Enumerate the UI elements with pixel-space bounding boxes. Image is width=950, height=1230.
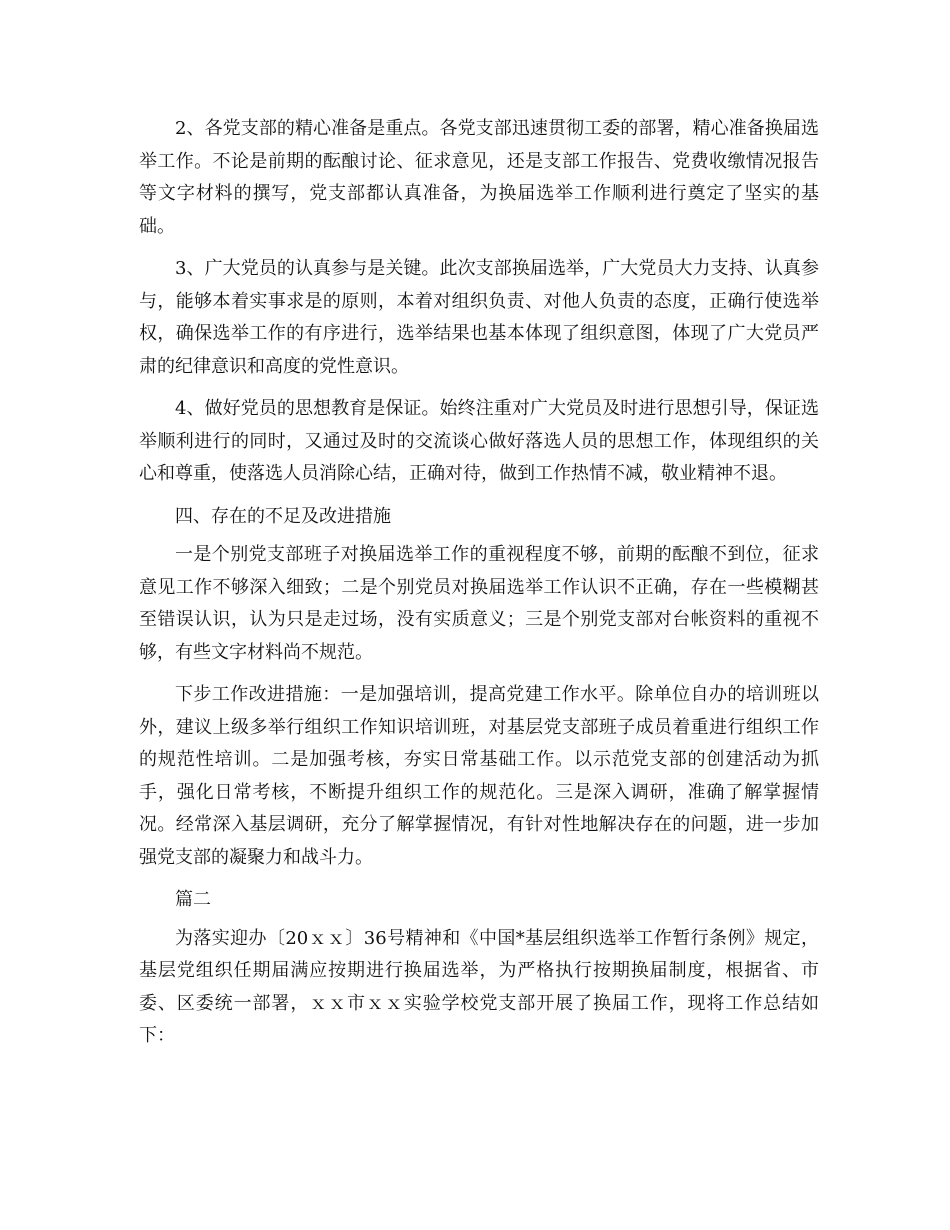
paragraph-part-two-intro: 为落实迎办〔20ｘｘ〕36号精神和《中国*基层组织选举工作暂行条例》规定，基层党组织任期届满应按期进行换届选举，为严格执行按期换届制度，根据省、市委、区委统一部署，ｘｘ市ｘｘ实验学校党支部开展了换届工作，现将工作总结如下：: [139, 927, 819, 1046]
section-heading-shortcomings: 四、存在的不足及改进措施: [175, 505, 391, 527]
paragraph-point-3: 3、广大党员的认真参与是关键。此次支部换届选举，广大党员大力支持、认真参与，能够本着实事求是的原则，本着对组织负责、对他人负责的态度，正确行使选举权，确保选举工作的有序进行，选举结果也基本体现了组织意图，体现了广大党员严肃的纪律意识和高度的党性意识。: [139, 258, 819, 377]
section-heading-part-two: 篇二: [175, 889, 211, 910]
document-body: [139, 113, 819, 1063]
paragraph-improvements: 下步工作改进措施：一是加强培训，提高党建工作水平。除单位自办的培训班以外，建议上级多举行组织工作知识培训班，对基层党支部班子成员着重进行组织工作的规范性培训。二是加强考核，夯实日常基础工作。以示范党支部的创建活动为抓手，强化日常考核，不断提升组织工作的规范化。三是深入调研，准确了解掌握情况。经常深入基层调研，充分了解掌握情况，有针对性地解决存在的问题，进一步加强党支部的凝聚力和战斗力。: [139, 684, 819, 868]
paragraph-shortcomings: 一是个别党支部班子对换届选举工作的重视程度不够，前期的酝酿不到位，征求意见工作不够深入细致；二是个别党员对换届选举工作认识不正确，存在一些模糊甚至错误认识，认为只是走过场，没有实质意义；三是个别党支部对台帐资料的重视不够，有些文字材料尚不规范。: [139, 544, 819, 663]
paragraph-point-4: 4、做好党员的思想教育是保证。始终注重对广大党员及时进行思想引导，保证选举顺利进行的同时，又通过及时的交流谈心做好落选人员的思想工作，体现组织的关心和尊重，使落选人员消除心结，正确对待，做到工作热情不减，敬业精神不退。: [139, 398, 819, 484]
paragraph-point-2: 2、各党支部的精心准备是重点。各党支部迅速贯彻工委的部署，精心准备换届选举工作。不论是前期的酝酿讨论、征求意见，还是支部工作报告、党费收缴情况报告等文字材料的撰写，党支部都认真准备，为换届选举工作顺利进行奠定了坚实的基础。: [139, 118, 819, 237]
